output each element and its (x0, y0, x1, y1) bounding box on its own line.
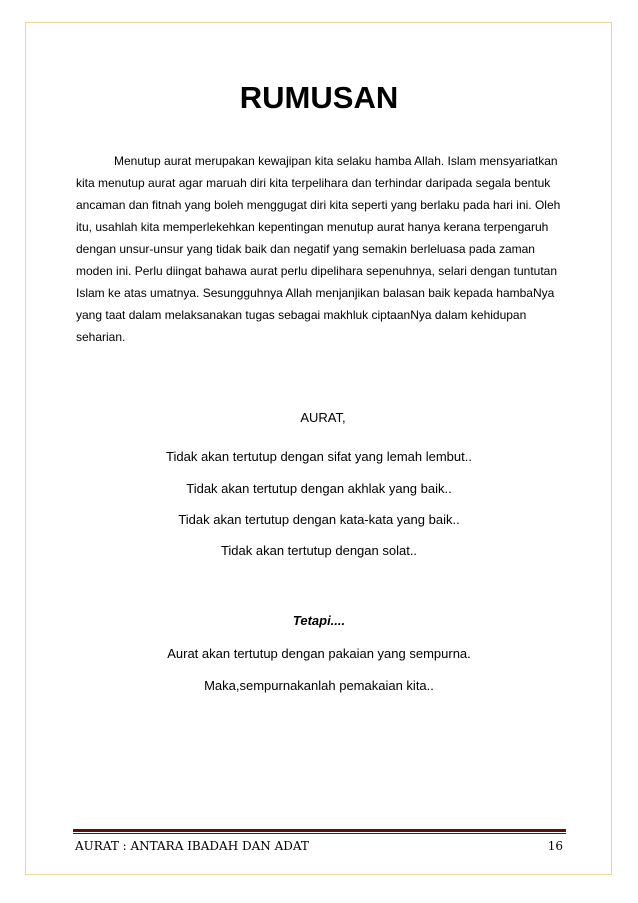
footer-rule (73, 829, 566, 832)
footer-title: AURAT : ANTARA IBADAH DAN ADAT (75, 839, 309, 853)
page-number: 16 (547, 839, 563, 853)
paragraph-line: seharian. (76, 330, 126, 344)
verse-line: Tidak akan tertutup dengan sifat yang lemah lembut.. (166, 449, 472, 464)
paragraph-line: itu, usahlah kita memperlekehkan kepentingan menutup aurat hanya kerana terpengaruh (76, 220, 549, 234)
paragraph-line: Islam ke atas umatnya. Sesungguhnya Allah menjanjikan balasan baik kepada hambaNya (76, 286, 555, 300)
paragraph-line: ancaman dan fitnah yang boleh menggugat diri kita seperti yang berlaku pada hari ini. Oleh (76, 198, 561, 212)
paragraph-line: yang taat dalam melaksanakan tugas sebagai makhluk ciptaanNya dalam kehidupan (76, 308, 527, 322)
verse-line: Tidak akan tertutup dengan kata-kata yang baik.. (178, 512, 460, 527)
paragraph-line: kita menutup aurat agar maruah diri kita terpelihara dan terhindar daripada segala bentuk (76, 176, 551, 190)
verse-turn: Tetapi.... (292, 613, 346, 628)
paragraph-line: Menutup aurat merupakan kewajipan kita selaku hamba Allah. Islam mensyariatkan (114, 154, 558, 168)
paragraph-line: dengan unsur-unsur yang tidak baik dan negatif yang semakin berleluasa pada zaman (76, 242, 535, 256)
page-title: RUMUSAN (239, 80, 399, 115)
verse-line: Tidak akan tertutup dengan akhlak yang baik.. (186, 481, 452, 496)
footer-rule-thin (73, 833, 566, 834)
verse-heading: AURAT, (300, 410, 346, 425)
verse-line: Tidak akan tertutup dengan solat.. (220, 543, 418, 558)
verse-closing-line: Aurat akan tertutup dengan pakaian yang sempurna. (167, 646, 471, 661)
paragraph-line: moden ini. Perlu diingat bahawa aurat perlu dipelihara sepenuhnya, selari dengan tuntutan (76, 264, 558, 278)
verse-closing-line: Maka,sempurnakanlah pemakaian kita.. (204, 678, 434, 693)
